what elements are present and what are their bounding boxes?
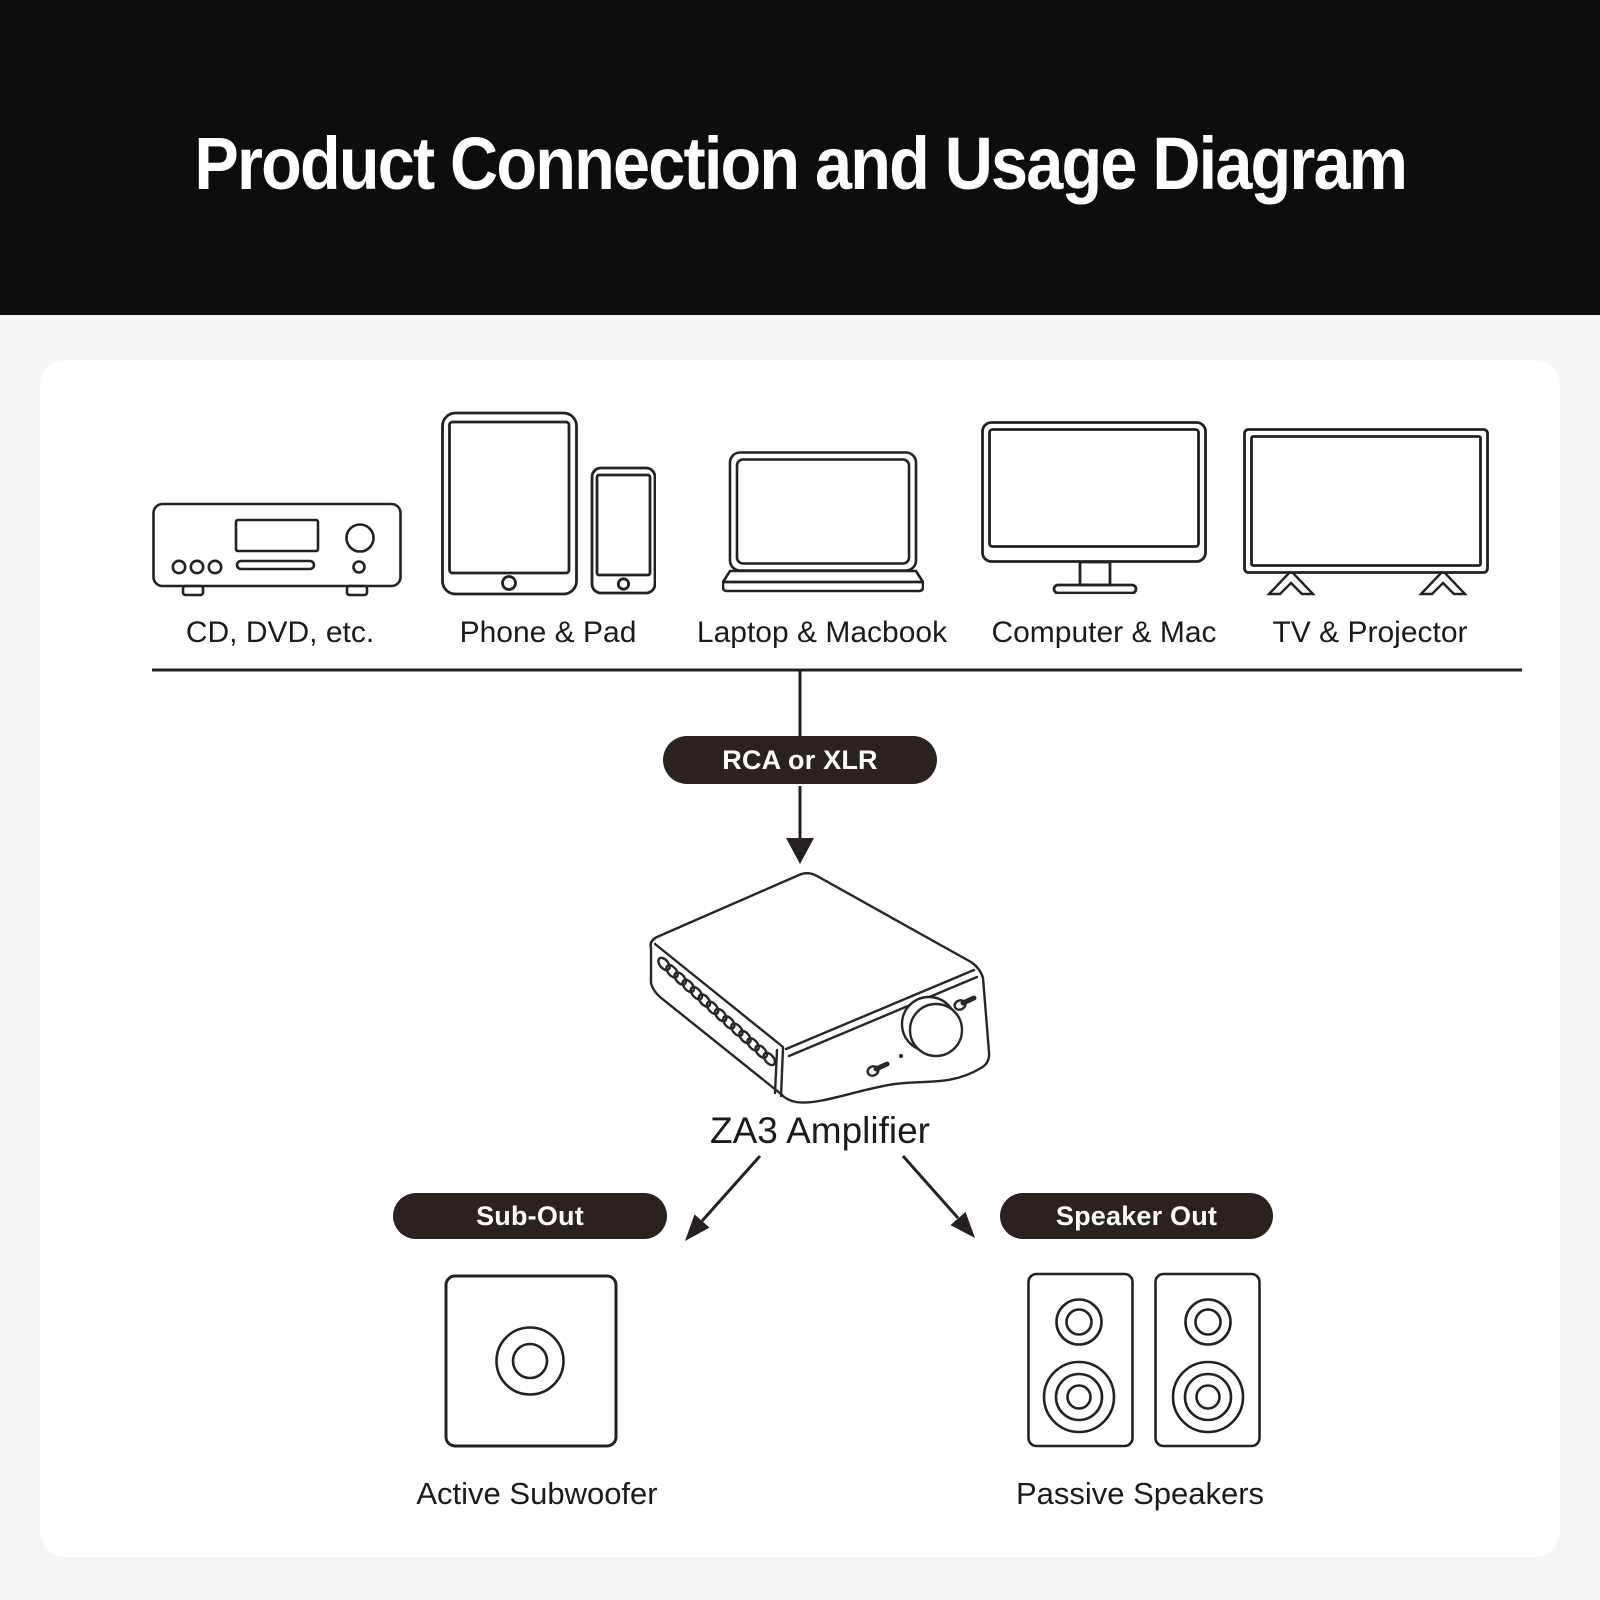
device-label-tv: TV & Projector: [1272, 616, 1468, 649]
device-label-cd-dvd: CD, DVD, etc.: [185, 616, 375, 649]
sub-out-pill-label: Sub-Out: [476, 1200, 584, 1231]
device-label-laptop: Laptop & Macbook: [696, 616, 948, 649]
speaker-out-pill: [1000, 1193, 1273, 1239]
rca-xlr-pill-label: RCA or XLR: [722, 744, 878, 775]
device-label-phone-pad: Phone & Pad: [459, 616, 637, 649]
page-header: [0, 0, 1600, 315]
speaker-out-pill-label: Speaker Out: [1055, 1200, 1218, 1231]
device-label-computer: Computer & Mac: [991, 616, 1217, 649]
subwoofer-label: Active Subwoofer: [416, 1476, 658, 1511]
rca-xlr-pill: [663, 736, 937, 784]
sub-out-pill: [393, 1193, 667, 1239]
page-title: Product Connection and Usage Diagram: [194, 122, 1406, 205]
diagram-card: [40, 360, 1560, 1557]
speakers-label: Passive Speakers: [1015, 1476, 1265, 1511]
amplifier-label: ZA3 Amplifier: [709, 1110, 930, 1151]
